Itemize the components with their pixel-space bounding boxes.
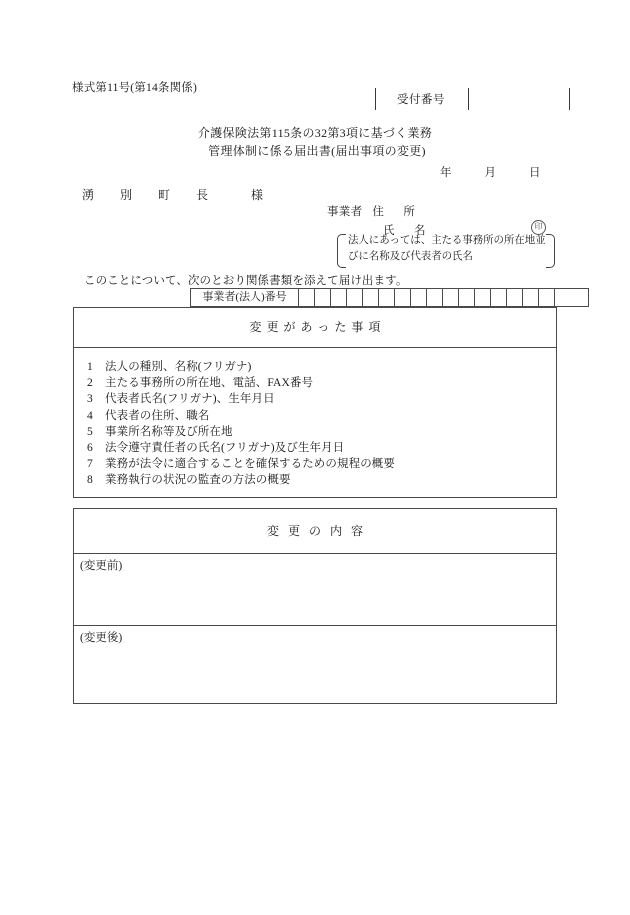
corporate-number-cell[interactable]: [411, 289, 427, 306]
list-item-number: 3: [87, 393, 93, 406]
changed-items-table: [73, 307, 557, 498]
list-item-number: 5: [87, 425, 93, 438]
receipt-number-box: [375, 88, 570, 110]
receipt-divider-right: [569, 88, 570, 110]
list-item-number: 4: [87, 409, 93, 422]
change-before-block[interactable]: [74, 554, 556, 626]
form-code: 様式第11号(第14条関係): [72, 82, 198, 94]
corporate-number-row: [190, 288, 589, 307]
list-item-label: 法令遵守責任者の氏名(フリガナ)及び生年月日: [105, 442, 345, 455]
receipt-divider-left: [375, 88, 376, 110]
date-month-label: 月: [484, 167, 497, 179]
list-item: [83, 391, 556, 407]
list-item-label: 事業所名称等及び所在地: [105, 425, 233, 438]
date-line: [440, 164, 541, 180]
corporate-number-cell[interactable]: [379, 289, 395, 306]
corporate-number-cell[interactable]: [491, 289, 507, 306]
addressee: [82, 186, 263, 203]
changed-items-header: 変更があった事項: [74, 308, 556, 348]
corporate-number-cell[interactable]: [443, 289, 459, 306]
operator-label: 事業者: [327, 206, 363, 218]
list-item-number: 6: [87, 442, 93, 455]
corporate-number-cell[interactable]: [363, 289, 379, 306]
operator-address-label: 住 所: [372, 206, 419, 218]
corporate-number-cell[interactable]: [331, 289, 347, 306]
corporate-number-cell[interactable]: [395, 289, 411, 306]
list-item: [83, 408, 556, 424]
corporate-number-cell[interactable]: [459, 289, 475, 306]
list-item-number: 2: [87, 377, 93, 390]
corporate-number-cell[interactable]: [299, 289, 315, 306]
corporate-number-cell[interactable]: [507, 289, 523, 306]
submission-statement: このことについて、次のとおり関係書類を添えて届け出ます。: [84, 275, 408, 287]
corporate-number-cell[interactable]: [427, 289, 443, 306]
brace-right-icon: [546, 234, 555, 268]
change-after-block[interactable]: [74, 626, 556, 703]
change-before-label: (変更前): [80, 560, 123, 572]
addressee-town: 湧 別 町 長: [82, 188, 216, 202]
receipt-number-label: 受付番号: [397, 94, 445, 106]
document-title-line1: 介護保険法第115条の32第3項に基づく業務: [197, 126, 433, 140]
corporate-number-cell-trailing[interactable]: [555, 289, 588, 306]
corporate-number-cell[interactable]: [523, 289, 539, 306]
change-after-label: (変更後): [80, 632, 123, 644]
corporate-number-cell[interactable]: [539, 289, 555, 306]
list-item-number: 8: [87, 474, 93, 487]
operator-note: [337, 233, 555, 267]
list-item-label: 法人の種別、名称(フリガナ): [105, 361, 252, 373]
list-item-label: 主たる事務所の所在地、電話、FAX番号: [105, 377, 314, 390]
list-item: [83, 424, 556, 440]
change-content-table: [73, 508, 557, 704]
list-item-number: 7: [87, 458, 93, 471]
addressee-honorific: 様: [251, 188, 264, 202]
list-item: [83, 359, 556, 375]
seal-icon: 印: [531, 220, 546, 235]
corporate-number-label: 事業者(法人)番号: [191, 289, 299, 306]
changed-items-list: [74, 348, 556, 497]
corporate-number-cell[interactable]: [347, 289, 363, 306]
corporate-number-cell[interactable]: [315, 289, 331, 306]
corporate-number-cell[interactable]: [475, 289, 491, 306]
list-item: [83, 440, 556, 456]
date-year-label: 年: [440, 167, 452, 179]
document-title: [0, 124, 630, 160]
document-title-line2: 管理体制に係る届出書(届出事項の変更): [208, 144, 426, 158]
date-day-label: 日: [528, 167, 541, 179]
brace-left-icon: [337, 234, 346, 268]
operator-name-label: 氏 名: [383, 225, 430, 237]
list-item-label: 代表者の住所、職名: [105, 409, 210, 422]
list-item-label: 代表者氏名(フリガナ)、生年月日: [105, 393, 275, 406]
change-content-header: 変更の内容: [74, 509, 556, 554]
list-item: [83, 375, 556, 391]
operator-address-row: [327, 203, 430, 222]
list-item: [83, 456, 556, 472]
operator-note-text: 法人にあっては、主たる事務所の所在地並びに名称及び代表者の氏名: [348, 235, 546, 262]
list-item-number: 1: [87, 361, 93, 373]
list-item-label: 業務執行の状況の監査の方法の概要: [105, 474, 291, 487]
receipt-divider-middle: [468, 88, 469, 110]
list-item-label: 業務が法令に適合することを確保するための規程の概要: [105, 458, 395, 471]
list-item: [83, 472, 556, 488]
